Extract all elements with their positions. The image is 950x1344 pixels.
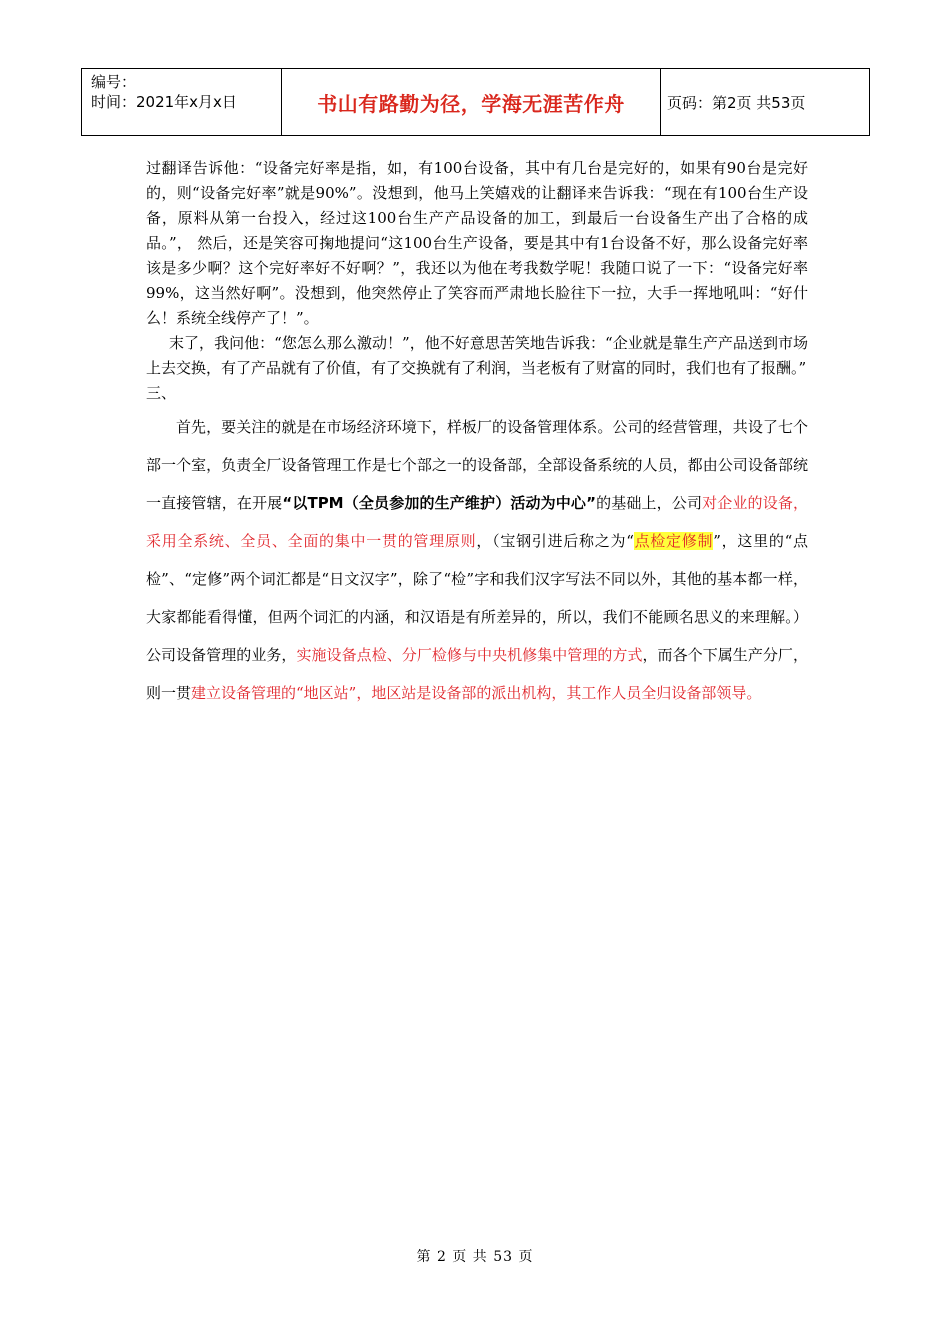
header-page-label: 页码：第2页 共53页 — [667, 93, 806, 112]
header-motto-cell — [282, 69, 661, 135]
document-number-label: 编号： — [91, 73, 137, 91]
header-motto: 书山有路勤为径，学海无涯苦作舟 — [317, 91, 625, 116]
paragraph-anecdote: 过翻译告诉他：“设备完好率是指，如，有100台设备，其中有几台是完好的，如果有90台是完好的，则“设备完好率”就是90%”。没想到，他马上笑嬉戏的让翻译来告诉我：“现在有100台生产设备，原料从第一台投入，经过这100台生产产品设备的加工，到最后一台设备生产出了合格的成品。”， 然后，还是笑容可掬地提问“这100台生产设备，要是其中有1台设备不好，那么设备完好率该是多少啊？这个完好率好不好啊？”，我还以为他在考我数学呢！我随口说了一下：“设备完好率99%，这当然好啊”。没想到，他突然停止了笑容而严肃地长脸往下一拉，大手一挥地吼叫：“好什么！系统全线停产了！”。 — [146, 159, 808, 327]
header-page-cell — [661, 69, 869, 135]
document-body — [146, 156, 808, 712]
highlighted-term: 点检定修制 — [633, 532, 714, 550]
red-emphasis: 对企业的设备，采用全系统、全员、全面的集中一贯的管理原则 — [146, 494, 808, 550]
body-text: ，而各个下属生产分厂，则一贯 — [146, 646, 808, 702]
header-meta-cell — [82, 69, 282, 135]
red-emphasis: 建立设备管理的“地区站”，地区站是设备部的派出机构，其工作人员全归设备部领导。 — [191, 684, 762, 702]
document-header — [81, 68, 870, 136]
document-date-label: 时间：2021年x月x日 — [91, 93, 237, 111]
body-text: 首先，要关注的就是在市场经济环境下，样板厂的设备管理体系。公司的经营管理，共设了七个部一个室，负责全厂设备管理工作是七个部之一的设备部，全部设备系统的人员，都由公司设备部统一直接管辖，在开展 — [146, 418, 808, 512]
body-text: ，（宝钢引进后称之为“ — [476, 532, 634, 550]
red-emphasis: 实施设备点检、分厂检修与中央机修集中管理的方式 — [296, 646, 643, 664]
page-footer: 第 2 页 共 53 页 — [416, 1249, 534, 1265]
body-text: ”，这里的“点检”、“定修”两个词汇都是“日文汉字”，除了“检”字和我们汉字写法不同以外，其他的基本都一样，大家都能看得懂，但两个词汇的内涵，和汉语是有所差异的，所以，我们不能顾名思义的来理解。）公司设备管理的业务， — [146, 532, 808, 664]
body-text: 的基础上，公司 — [595, 494, 703, 512]
paragraph-conclusion: 末了，我问他：“您怎么那么激动！”，他不好意思苦笑地告诉我：“企业就是靠生产产品送到市场上去交换，有了产品就有了价值，有了交换就有了利润，当老板有了财富的同时，我们也有了报酬。” — [146, 334, 808, 377]
paragraph-management-system — [146, 408, 808, 712]
bold-emphasis: “以TPM（全员参加的生产维护）活动为中心” — [282, 494, 596, 512]
section-heading: 三、 — [146, 384, 177, 402]
